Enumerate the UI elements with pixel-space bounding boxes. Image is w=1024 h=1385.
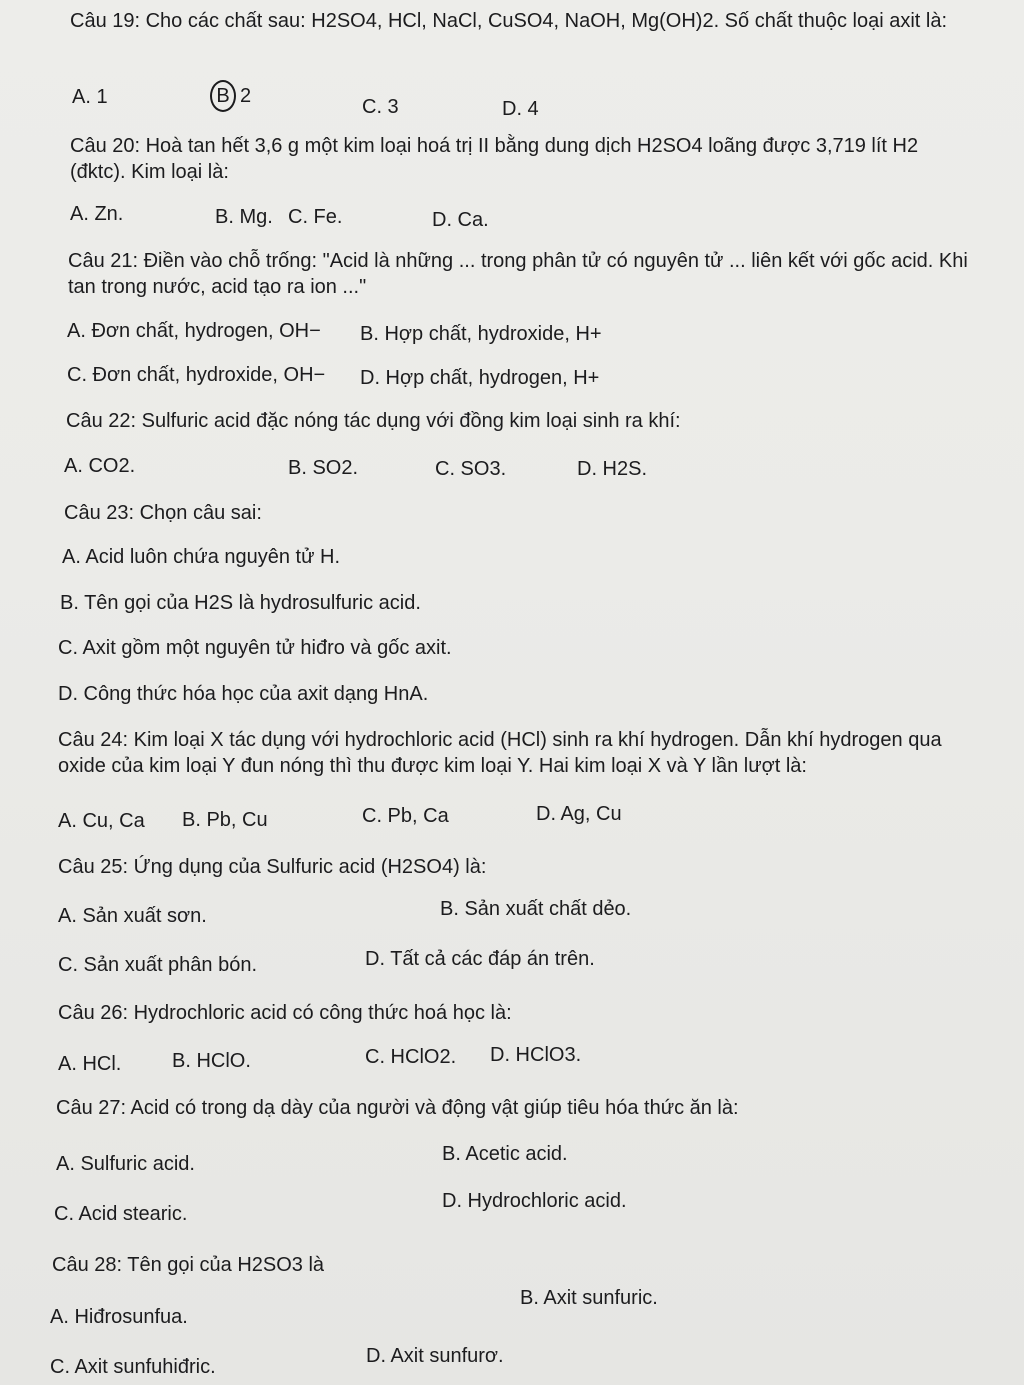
question-23 (64, 500, 964, 526)
option-a: A. Hiđrosunfua. (50, 1306, 188, 1328)
question-22 (66, 408, 966, 434)
question-title: Câu 21: Điền vào chỗ trống: "Acid là những ... trong phân tử có nguyên tử ... liên kết với gốc acid. Khi tan trong nước, acid tạo ra ion ..." (68, 250, 968, 298)
question-19 (70, 8, 960, 34)
option-c: C. Axit sunfuhiđric. (50, 1356, 216, 1378)
option-c: C. Axit gồm một nguyên tử hiđro và gốc axit. (58, 637, 452, 659)
option-c: C. 3 (362, 96, 399, 118)
option-a: A. Sulfuric acid. (56, 1153, 195, 1175)
option-b: B. SO2. (288, 457, 359, 479)
option-d: D. Ca. (432, 209, 489, 231)
option-b: B. Hợp chất, hydroxide, H+ (360, 323, 602, 345)
option-d: D. 4 (502, 98, 539, 120)
question-20 (70, 133, 960, 185)
question-title: Câu 28: Tên gọi của H2SO3 là (52, 1254, 325, 1276)
question-title: Câu 26: Hydrochloric acid có công thức hoá học là: (58, 1002, 512, 1024)
option-b: B. Pb, Cu (182, 809, 268, 831)
option-a: A. Sản xuất sơn. (58, 905, 207, 927)
question-title: Câu 19: Cho các chất sau: H2SO4, HCl, NaCl, CuSO4, NaOH, Mg(OH)2. Số chất thuộc loại axit là: (70, 10, 948, 32)
question-21 (68, 248, 968, 300)
option-a: A. 1 (72, 86, 108, 108)
option-b: B. HClO. (172, 1050, 251, 1072)
answer-circle-b: B (210, 80, 236, 112)
option-c: C. SO3. (435, 458, 507, 480)
question-24 (58, 727, 988, 779)
option-d: D. Hợp chất, hydrogen, H+ (360, 367, 600, 389)
option-d: D. Tất cả các đáp án trên. (365, 948, 595, 970)
option-b: B. Axit sunfuric. (520, 1287, 658, 1309)
option-a: A. Đơn chất, hydrogen, OH− (67, 320, 321, 342)
option-d: D. Ag, Cu (536, 803, 622, 825)
question-title: Câu 25: Ứng dụng của Sulfuric acid (H2SO4) là: (58, 856, 487, 878)
question-25 (58, 854, 958, 880)
option-b: B. Mg. (215, 206, 273, 228)
question-title: Câu 27: Acid có trong dạ dày của người và động vật giúp tiêu hóa thức ăn là: (56, 1097, 739, 1119)
option-a: A. Zn. (70, 203, 124, 225)
option-c: C. HClO2. (365, 1046, 457, 1068)
option-b: B. Acetic acid. (442, 1143, 568, 1165)
option-c: C. Acid stearic. (54, 1203, 188, 1225)
question-title: Câu 22: Sulfuric acid đặc nóng tác dụng với đồng kim loại sinh ra khí: (66, 410, 681, 432)
option-d: D. Hydrochloric acid. (442, 1190, 627, 1212)
option-b: B. Sản xuất chất dẻo. (440, 898, 632, 920)
option-a: A. Acid luôn chứa nguyên tử H. (62, 546, 341, 568)
question-title: Câu 24: Kim loại X tác dụng với hydrochloric acid (HCl) sinh ra khí hydrogen. Dẫn khí hydrogen qua oxide của kim loại Y đun nóng thì thu được kim loại Y. Hai kim loại X và Y lần lượt là: (58, 729, 942, 777)
option-b: B. Tên gọi của H2S là hydrosulfuric acid. (60, 592, 421, 614)
question-title: Câu 20: Hoà tan hết 3,6 g một kim loại hoá trị II bằng dung dịch H2SO4 loãng được 3,719 lít H2 (đktc). Kim loại là: (70, 135, 919, 183)
option-a: A. Cu, Ca (58, 810, 145, 832)
option-b-value: 2 (240, 85, 252, 107)
option-c: C. Pb, Ca (362, 805, 449, 827)
option-d: D. Công thức hóa học của axit dạng HnA. (58, 683, 429, 705)
option-d: D. HClO3. (490, 1044, 582, 1066)
option-b (210, 80, 251, 112)
option-c: C. Sản xuất phân bón. (58, 954, 258, 976)
option-d: D. H2S. (577, 458, 648, 480)
question-title: Câu 23: Chọn câu sai: (64, 502, 262, 524)
question-27 (56, 1095, 956, 1121)
question-26 (58, 1000, 958, 1026)
question-28 (52, 1252, 952, 1278)
option-d: D. Axit sunfurơ. (366, 1345, 504, 1367)
option-c: C. Đơn chất, hydroxide, OH− (67, 364, 326, 386)
option-c: C. Fe. (288, 206, 343, 228)
option-a: A. HCl. (58, 1053, 122, 1075)
option-a: A. CO2. (64, 455, 136, 477)
